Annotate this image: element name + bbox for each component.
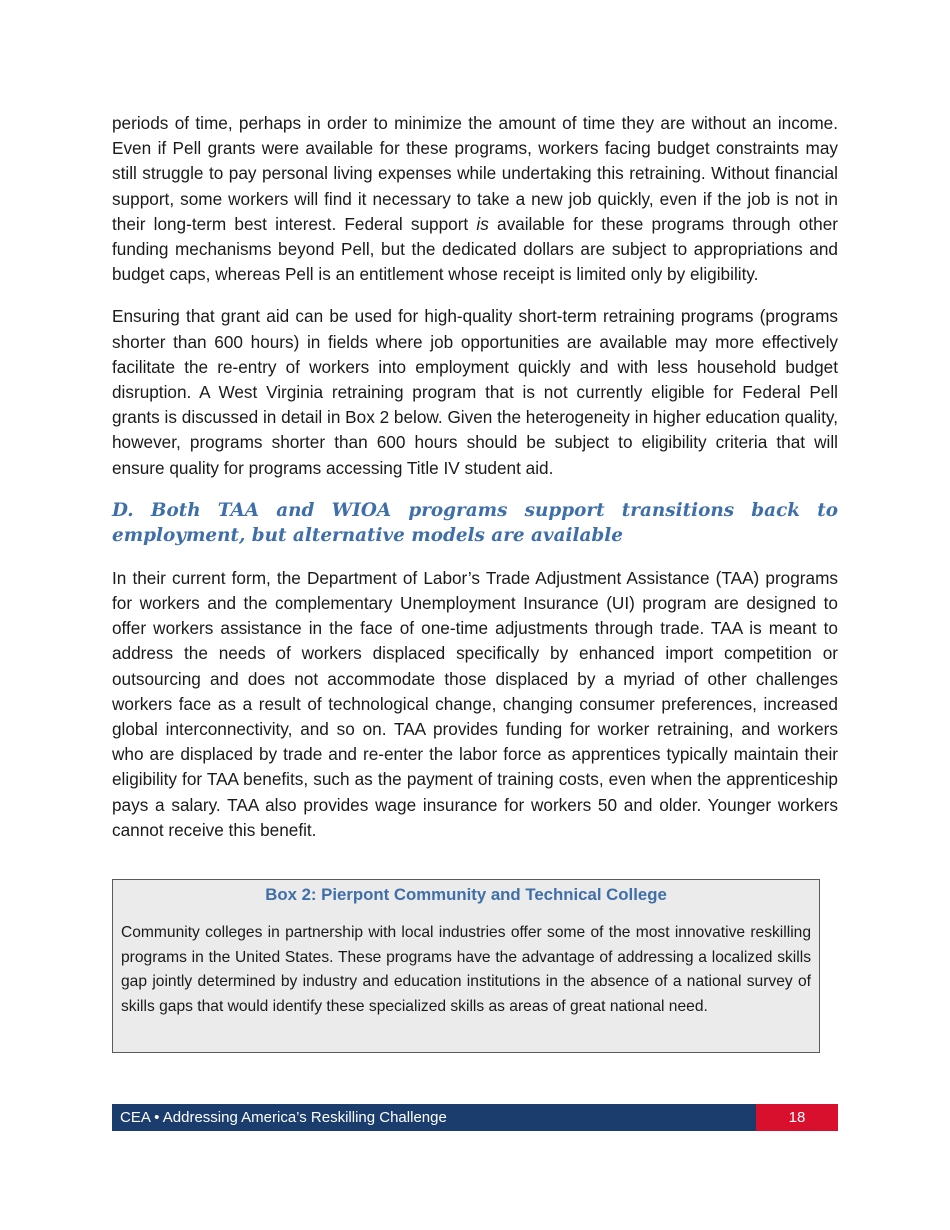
box-2 — [112, 879, 820, 1053]
footer-title: CEA • Addressing America’s Reskilling Challenge — [112, 1104, 756, 1131]
paragraph-3: In their current form, the Department of Labor’s Trade Adjustment Assistance (TAA) programs for workers and the complementary Unemployment Insurance (UI) program are designed to offer workers assistance in the face of one-time adjustments through trade. TAA is meant to address the needs of workers displaced specifically by enhanced import competition or outsourcing and does not accommodate those displaced by a myriad of other challenges workers face as a result of technological change, changing consumer preferences, increased global interconnectivity, and so on. TAA provides funding for worker retraining, and workers who are displaced by trade and re-enter the labor force as apprentices typically maintain their eligibility for TAA benefits, such as the payment of training costs, even when the apprenticeship pays a salary. TAA also provides wage insurance for workers 50 and older. Younger workers cannot receive this benefit. — [112, 567, 838, 840]
box-2-title: Box 2: Pierpont Community and Technical College — [265, 885, 667, 904]
paragraph-1-emphasis: is — [476, 213, 489, 234]
page-footer — [112, 1104, 838, 1131]
paragraph-1 — [112, 111, 838, 287]
section-heading-d: D. Both TAA and WIOA programs support transitions back to employment, but alternative models are available — [112, 499, 838, 547]
page-number: 18 — [756, 1104, 838, 1131]
document-body — [112, 111, 838, 860]
box-2-text: Community colleges in partnership with local industries offer some of the most innovative reskilling programs in the United States. These programs have the advantage of addressing a localized skills gap jointly determined by industry and education institutions in the absence of a national survey of skills gaps that would identify these specialized skills as areas of great national need. — [121, 924, 811, 1015]
paragraph-1-text-b: available for these programs through other funding mechanisms beyond Pell, but the dedicated dollars are subject to appropriations and budget caps, whereas Pell is an entitlement whose receipt is limited only by eligibility. — [112, 213, 838, 285]
paragraph-2: Ensuring that grant aid can be used for high-quality short-term retraining programs (programs shorter than 600 hours) in fields where job opportunities are available may more effectively facilitate the re-entry of workers into employment quickly and with less household budget disruption. A West Virginia retraining program that is not currently eligible for Federal Pell grants is discussed in detail in Box 2 below. Given the heterogeneity in higher education quality, however, programs shorter than 600 hours should be subject to eligibility criteria that will ensure quality for programs accessing Title IV student aid. — [112, 306, 838, 478]
paragraph-1-text-a: periods of time, perhaps in order to minimize the amount of time they are without an income. Even if Pell grants were available for these programs, workers facing budget constraints may still struggle to pay personal living expenses while undertaking this retraining. Without financial support, some workers will find it necessary to take a new job quickly, even if the job is not in their long-term best interest. Federal support — [112, 113, 838, 234]
